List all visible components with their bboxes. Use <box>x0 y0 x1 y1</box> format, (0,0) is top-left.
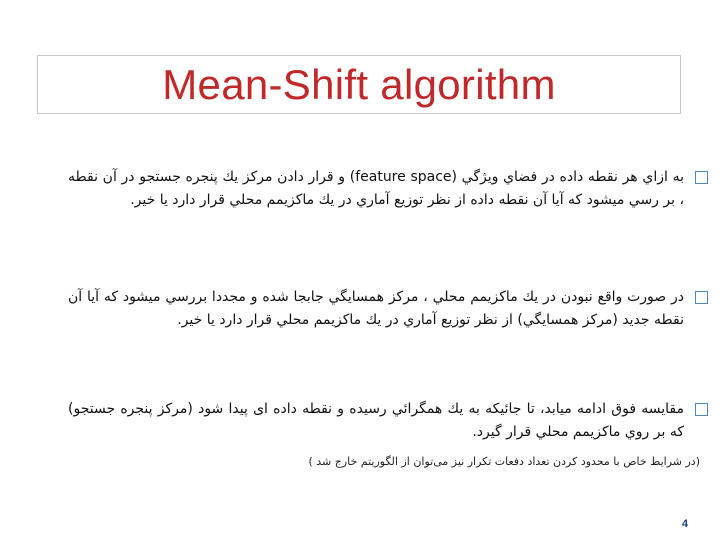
title-box <box>37 55 681 114</box>
bullet-text: به ازاي هر نقطه داده در فضاي ويژگي (feature space) و قرار دادن مركز يك پنجره جستجو در آن نقطه ، بر رسي ميشود كه آيا آن نقطه داده از نظر توزيع آماري در يك ماكزيمم محلي قرار دارد يا خير. <box>68 169 684 208</box>
bullet-item <box>68 398 708 444</box>
slide-title: Mean-Shift algorithm <box>162 60 556 108</box>
bullet-text: مقايسه فوق ادامه ميابد، تا جائيكه به يك همگرائي رسيده و نقطه داده ای پیدا شود (مركز پنجره جستجو) كه بر روي ماكزيمم محلي قرار گيرد. <box>68 401 684 440</box>
bullet-text: در صورت واقع نبودن در يك ماكزيمم محلي ، مركز همسايگي جابجا شده و مجددا بررسي ميشود كه آيا آن نقطه جدید (مركز همسايگي) از نظر توزيع آماري در يك ماكزيمم محلي قرار دارد يا خير. <box>68 289 684 328</box>
bullet-item <box>68 166 708 212</box>
bullet-item <box>68 286 708 332</box>
page-number: 4 <box>681 518 688 530</box>
footnote: (در شرایط خاص با محدود کردن تعداد دفعات تکرار نیز می‌توان از الگوریتم خارج شد ) <box>308 455 700 468</box>
